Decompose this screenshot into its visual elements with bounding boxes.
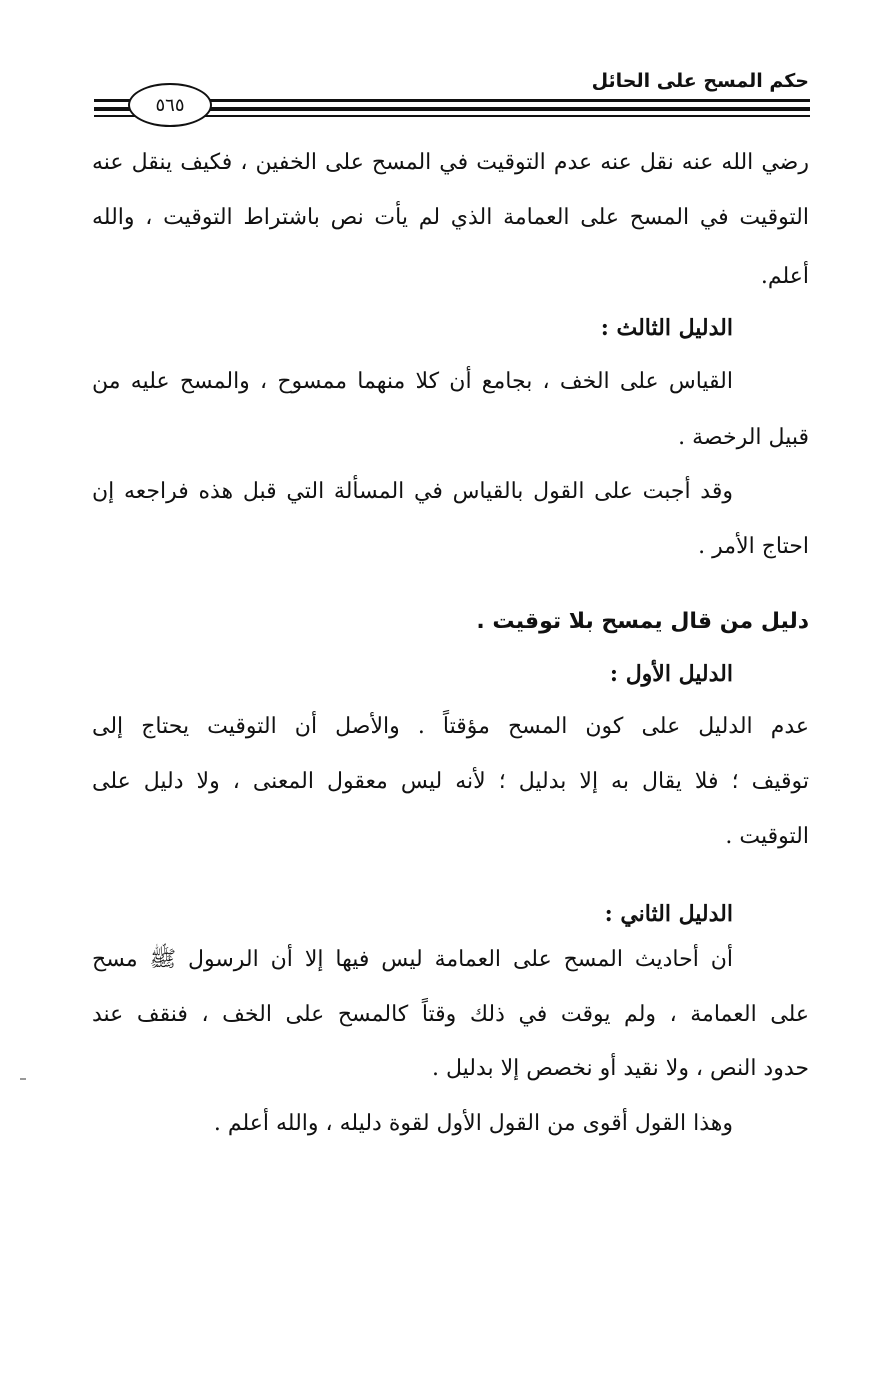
text-line: رضي الله عنه نقل عنه عدم التوقيت في المسح على الخفين ، فكيف ينقل عنه <box>92 150 809 175</box>
text-line: التوقيت في المسح على العمامة الذي لم يأت نص باشتراط التوقيت ، والله <box>92 205 809 230</box>
text-line: على العمامة ، ولم يوقت في ذلك وقتاً كالمسح على الخف ، فنقف عند <box>92 1002 809 1027</box>
text-line: احتاج الأمر . <box>698 534 809 559</box>
text-line: أن أحاديث المسح على العمامة ليس فيها إلا أن الرسول ﷺ مسح <box>92 947 733 972</box>
heading-third-evidence: الدليل الثالث : <box>600 315 733 341</box>
text-line: قبيل الرخصة . <box>678 425 809 450</box>
text-line: القياس على الخف ، بجامع أن كلا منهما ممسوح ، والمسح عليه من <box>92 369 733 394</box>
text-line: عدم الدليل على كون المسح مؤقتاً . والأصل أن التوقيت يحتاج إلى <box>92 714 809 739</box>
text-line: توقيف ؛ فلا يقال به إلا بدليل ؛ لأنه ليس معقول المعنى ، ولا دليل على <box>92 769 809 794</box>
running-title: حكم المسح على الحائل <box>591 70 809 92</box>
text-line: وهذا القول أقوى من القول الأول لقوة دليله ، والله أعلم . <box>213 1111 733 1136</box>
scan-mark <box>20 1078 26 1080</box>
section-title: دليل من قال يمسح بلا توقيت . <box>476 609 809 634</box>
heading-second-evidence: الدليل الثاني : <box>604 901 733 927</box>
page-number: ٥٦٥ <box>128 83 212 127</box>
text-line: حدود النص ، ولا نقيد أو نخصص إلا بدليل . <box>431 1056 809 1081</box>
text-line: وقد أجبت على القول بالقياس في المسألة التي قبل هذه فراجعه إن <box>92 479 733 504</box>
heading-first-evidence: الدليل الأول : <box>609 661 733 687</box>
text-line: أعلم. <box>760 264 809 289</box>
text-line: التوقيت . <box>725 824 809 849</box>
